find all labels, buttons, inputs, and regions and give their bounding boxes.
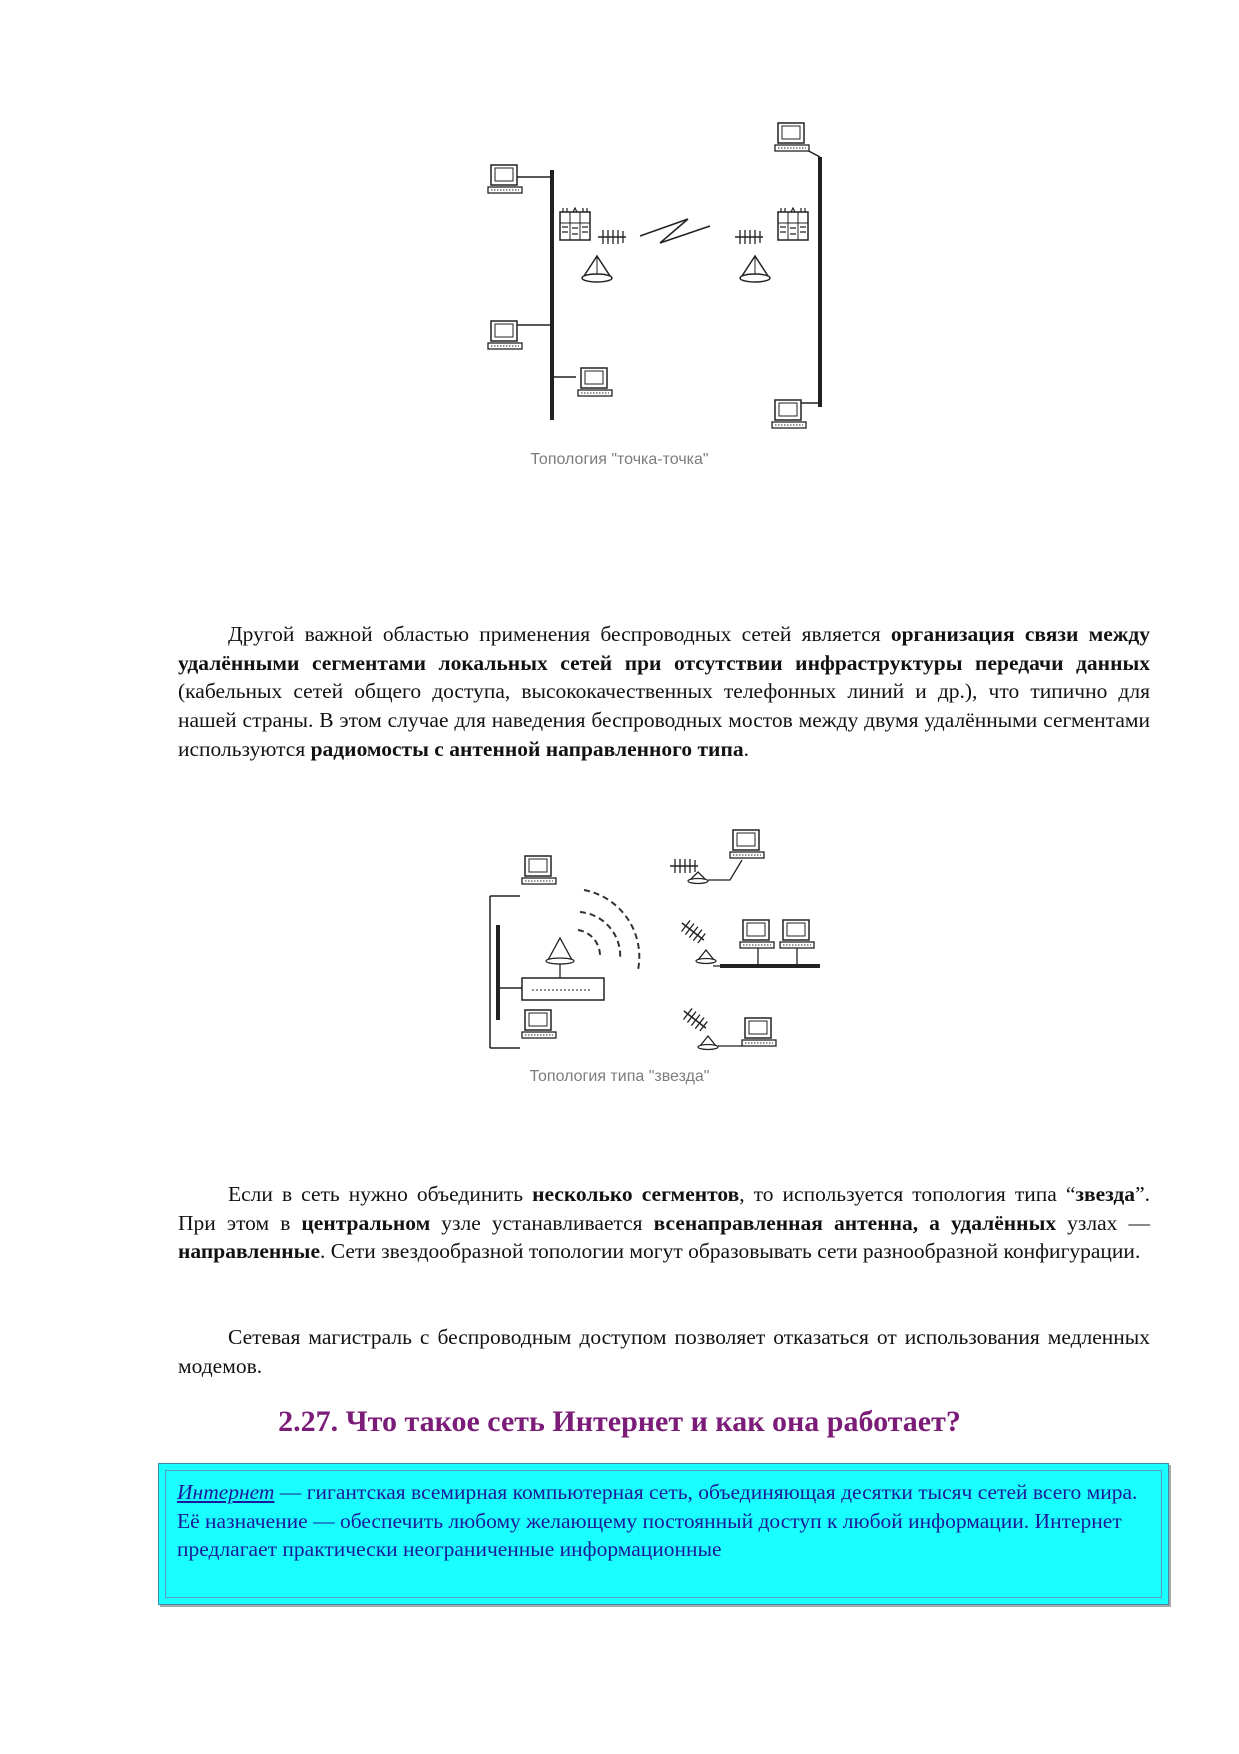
definition-box <box>158 1463 1169 1605</box>
computer-icon <box>488 165 522 193</box>
body-paragraph: Другой важной областью применения беспроводных сетей является организация связи между удалёнными сегментами локальных сетей при отсутствии инфраструктуры передачи данных (кабельных сетей общего доступа, высококачественных телефонных линий и др.), что типично для нашей страны. В этом случае для наведения беспроводных мостов между двумя удалёнными сегментами используются радиомосты с антенной направленного типа. <box>178 622 1150 761</box>
computer-icon <box>780 920 814 948</box>
radio-link-icon <box>640 219 710 243</box>
computer-icon <box>740 920 774 948</box>
computer-icon <box>578 368 612 396</box>
body-paragraph: Если в сеть нужно объединить несколько сегментов, то используется топология типа “звезда”. При этом в центральном узле устанавливается всенаправленная антенна, а удалённых узлах — направленные. Сети звездообразной топологии могут образовывать сети разнообразной конфигурации. <box>178 1182 1150 1264</box>
computer-icon <box>522 1010 556 1038</box>
figure-point-to-point-diagram <box>480 115 860 460</box>
omnidirectional-antenna-icon <box>548 938 572 960</box>
computer-icon <box>488 321 522 349</box>
building-icon <box>560 208 590 240</box>
directional-antenna-icon <box>680 1005 711 1033</box>
building-icon <box>778 208 808 240</box>
definition-term-link[interactable]: Интернет <box>177 1480 275 1504</box>
directional-antenna-icon <box>670 859 698 873</box>
body-paragraph: Сетевая магистраль с беспроводным доступом позволяет отказаться от использования медленных модемов. <box>178 1325 1150 1378</box>
figure-caption: Топология "точка-точка" <box>530 451 709 468</box>
directional-antenna-icon <box>678 917 709 945</box>
figure-caption: Топология типа "звезда" <box>529 1068 710 1085</box>
section-heading: 2.27. Что такое сеть Интернет и как она работает? <box>278 1405 961 1438</box>
computer-icon <box>772 400 806 428</box>
computer-icon <box>742 1018 776 1046</box>
directional-antenna-icon <box>598 230 626 244</box>
directional-antenna-icon <box>735 230 763 244</box>
definition-text: Интернет — гигантская всемирная компьютерная сеть, объединяющая десятки тысяч сетей всего мира. Её назначение — обеспечить любому желающему постоянный доступ к любой информации. Интернет предлагает практически неограниченные информационные <box>177 1480 1138 1561</box>
access-point-icon <box>522 978 604 1000</box>
satellite-dish-icon <box>740 256 770 282</box>
computer-icon <box>522 856 556 884</box>
computer-icon <box>775 123 809 151</box>
satellite-dish-icon <box>582 256 612 282</box>
computer-icon <box>730 830 764 858</box>
figure-star-topology-diagram <box>480 820 860 1080</box>
